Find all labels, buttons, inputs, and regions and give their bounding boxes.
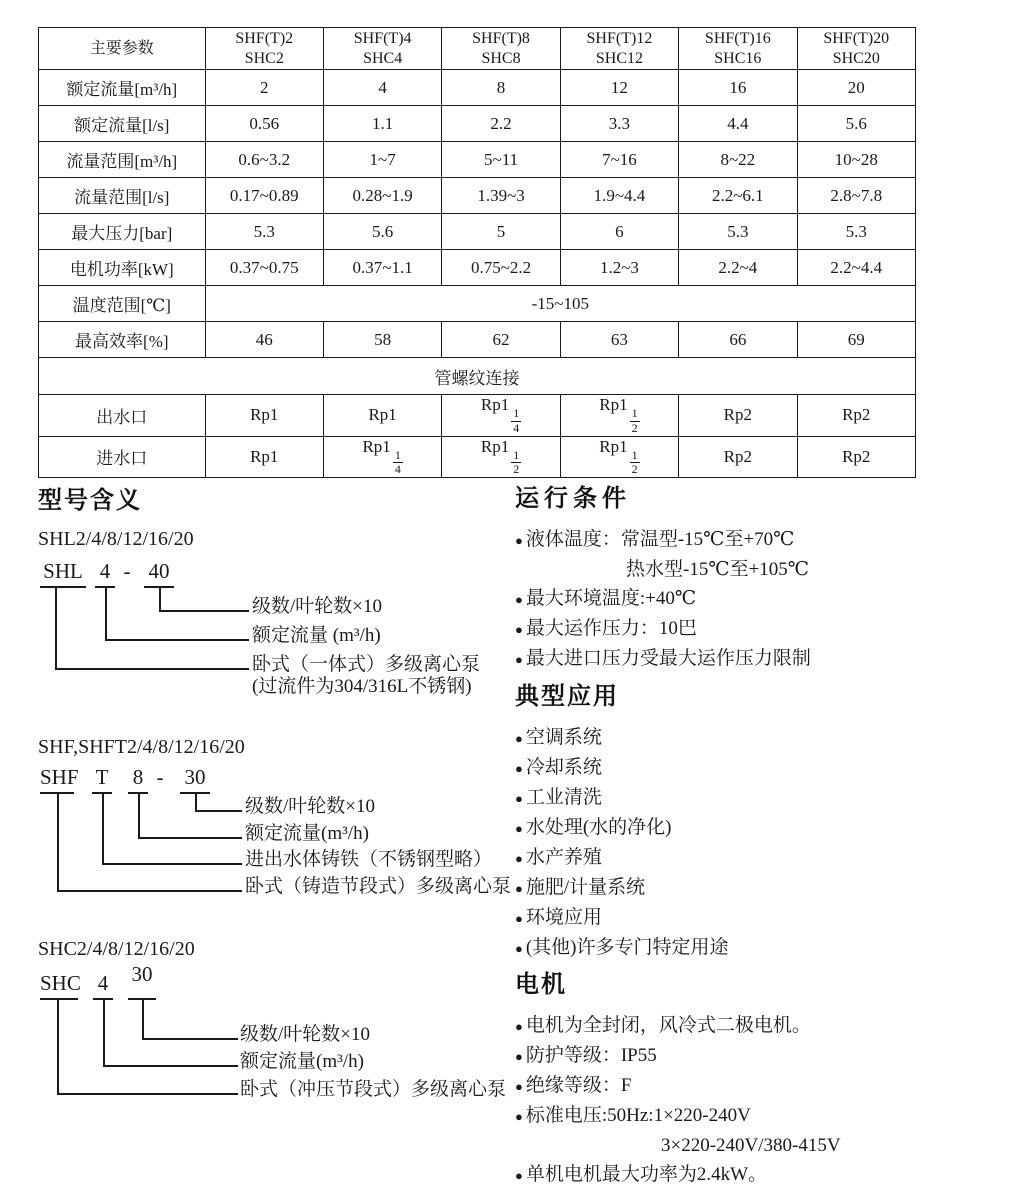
motor-spec-item	[515, 1011, 1007, 1041]
table-cell: 10~28	[797, 142, 915, 178]
typical-application-item	[515, 783, 1007, 813]
operating-condition-item	[515, 555, 1007, 584]
shl-callout-type-line2: (过流件为304/316L不锈钢)	[252, 676, 472, 697]
table-row	[39, 142, 916, 178]
bullet-icon: ●	[515, 851, 523, 866]
table-row	[39, 322, 916, 358]
port-fraction	[630, 449, 640, 478]
fraction-numerator: 1	[631, 447, 638, 462]
port-fraction	[511, 449, 521, 478]
table-cell: 2.2	[442, 106, 560, 142]
table-cell: 0.56	[205, 106, 323, 142]
motor-section	[515, 964, 1007, 1190]
row-label-cell: 额定流量[l/s]	[39, 106, 206, 142]
row-label-cell: 电机功率[kW]	[39, 250, 206, 286]
shc-callout-stages: 级数/叶轮数×10	[240, 1024, 370, 1045]
bullet-icon: ●	[515, 731, 523, 746]
shc-token-prefix: SHC	[40, 970, 78, 1000]
shc-model-diagram	[38, 938, 507, 1123]
model-name-shf: SHF(T)8	[472, 30, 530, 48]
item-text: 最大进口压力受最大运作压力限制	[525, 648, 811, 669]
item-text: 最大运作压力：10巴	[525, 618, 697, 639]
port-size-cell: Rp2	[797, 395, 915, 437]
item-text: 单机电机最大功率为2.4kW。	[525, 1164, 768, 1185]
table-cell: 8~22	[679, 142, 797, 178]
table-cell: 1.39~3	[442, 178, 560, 214]
merged-value-cell: -15~105	[205, 286, 915, 322]
table-cell: 0.17~0.89	[205, 178, 323, 214]
item-text: 环境应用	[525, 907, 602, 928]
model-name-shc: SHC2	[244, 49, 284, 67]
shl-model-diagram	[38, 528, 503, 728]
item-text: 水产养殖	[525, 847, 602, 868]
bullet-icon: ●	[515, 1019, 523, 1034]
table-row	[39, 178, 916, 214]
shl-token-flow: 4	[95, 558, 115, 588]
typical-application-item	[515, 903, 1007, 933]
bullet-icon: ●	[515, 1049, 523, 1064]
shf-callout-flow: 额定流量(m³/h)	[245, 823, 369, 844]
callout-line	[57, 792, 242, 892]
operating-conditions-heading: 运行条件	[515, 485, 631, 512]
table-cell: 62	[442, 322, 560, 358]
right-column	[515, 478, 1007, 1183]
item-text: (其他)许多专门特定用途	[525, 937, 729, 958]
table-cell: 63	[560, 322, 678, 358]
table-cell: 1.1	[323, 106, 441, 142]
table-cell: 0.6~3.2	[205, 142, 323, 178]
port-base: Rp1	[362, 436, 391, 456]
port-size-cell	[560, 395, 678, 437]
table-cell: 4	[323, 70, 441, 106]
model-header-cell	[679, 28, 797, 70]
shl-series-label: SHL2/4/8/12/16/20	[38, 528, 194, 550]
item-text: 标准电压:50Hz:1×220-240V	[525, 1105, 751, 1126]
item-text: 电机为全封闭，风冷式二极电机。	[525, 1015, 811, 1036]
row-label-cell: 流量范围[l/s]	[39, 178, 206, 214]
operating-condition-item	[515, 614, 1007, 644]
port-size-cell: Rp1	[323, 395, 441, 437]
shf-token-flow: 8	[128, 764, 148, 794]
shf-token-prefix: SHF	[40, 764, 74, 794]
fraction-denominator: 2	[631, 462, 638, 477]
model-name-shc: SHC12	[595, 49, 643, 67]
bullet-icon: ●	[515, 791, 523, 806]
fraction-numerator: 1	[631, 406, 638, 420]
shl-callout-stages: 级数/叶轮数×10	[252, 596, 382, 617]
table-cell: 5.6	[323, 214, 441, 250]
item-text: 工业清洗	[525, 787, 602, 808]
shf-callout-type: 卧式（铸造节段式）多级离心泵	[245, 876, 512, 897]
table-cell: 3.3	[560, 106, 678, 142]
table-cell: 5.6	[797, 106, 915, 142]
bullet-icon: ●	[515, 941, 523, 956]
model-name-shf: SHF(T)20	[823, 30, 890, 48]
table-cell: 2.2~6.1	[679, 178, 797, 214]
table-row	[39, 286, 916, 322]
callout-line	[57, 998, 238, 1095]
port-size-cell	[560, 436, 678, 478]
typical-application-item	[515, 933, 1007, 963]
shl-token-dash: -	[123, 559, 131, 583]
shf-token-stages: 30	[180, 764, 210, 794]
fraction-numerator: 1	[394, 447, 401, 462]
port-size-cell	[442, 395, 560, 437]
port-base: Rp1	[480, 436, 510, 456]
table-cell: 16	[679, 70, 797, 106]
shc-series-label: SHC2/4/8/12/16/20	[38, 938, 195, 960]
operating-condition-item	[515, 525, 1007, 555]
bullet-icon: ●	[515, 622, 523, 637]
bullet-icon: ●	[515, 761, 523, 776]
table-row	[39, 106, 916, 142]
shf-token-dash: -	[156, 765, 164, 789]
bullet-icon: ●	[515, 821, 523, 836]
table-cell: 20	[797, 70, 915, 106]
motor-list	[515, 1011, 1007, 1190]
port-size-cell: Rp2	[797, 436, 915, 478]
table-cell: 5.3	[205, 214, 323, 250]
row-label-cell: 额定流量[m³/h]	[39, 70, 206, 106]
typical-applications-section	[515, 676, 1007, 963]
port-row	[39, 395, 916, 437]
shf-callout-stages: 级数/叶轮数×10	[245, 796, 375, 817]
table-cell: 4.4	[679, 106, 797, 142]
shc-token-stages: 30	[128, 962, 156, 1000]
param-header-cell: 主要参数	[39, 28, 206, 70]
shl-token-prefix: SHL	[40, 558, 86, 588]
port-fraction	[630, 407, 640, 436]
item-text: 热水型-15℃至+105℃	[626, 559, 810, 580]
port-base: Rp1	[480, 395, 510, 414]
bullet-icon: ●	[515, 1079, 523, 1094]
model-name-shc: SHC8	[481, 49, 521, 67]
shf-callout-material: 进出水体铸铁（不锈钢型略）	[245, 849, 493, 870]
callout-line	[55, 586, 249, 670]
table-cell: 1.2~3	[560, 250, 678, 286]
fraction-numerator: 1	[513, 447, 520, 462]
port-fraction	[393, 449, 403, 478]
table-header-row	[39, 28, 916, 70]
table-cell: 2.2~4	[679, 250, 797, 286]
table-cell: 6	[560, 214, 678, 250]
port-size-cell: Rp2	[679, 436, 797, 478]
fraction-denominator: 2	[513, 462, 520, 477]
fraction-denominator: 2	[631, 420, 638, 435]
typical-application-item	[515, 753, 1007, 783]
port-size-cell: Rp1	[205, 436, 323, 478]
table-cell: 12	[560, 70, 678, 106]
shl-token-stages: 40	[144, 558, 174, 588]
fraction-denominator: 4	[394, 462, 401, 477]
port-fraction	[511, 407, 521, 436]
row-label-cell: 最高效率[%]	[39, 322, 206, 358]
table-cell: 69	[797, 322, 915, 358]
port-row	[39, 436, 916, 478]
operating-condition-item	[515, 584, 1007, 614]
shl-callout-type	[252, 654, 480, 698]
table-row	[39, 70, 916, 106]
bullet-icon: ●	[515, 592, 523, 607]
port-base: Rp1	[599, 395, 628, 414]
bullet-icon: ●	[515, 1109, 523, 1124]
motor-spec-item	[515, 1071, 1007, 1101]
item-text: 最大环境温度:+40℃	[525, 588, 697, 609]
port-base: Rp1	[599, 436, 628, 456]
table-row	[39, 214, 916, 250]
table-row	[39, 250, 916, 286]
shl-callout-type-line1: 卧式（一体式）多级离心泵	[252, 654, 481, 675]
model-header-cell	[323, 28, 441, 70]
table-cell: 8	[442, 70, 560, 106]
fraction-denominator: 4	[513, 420, 520, 435]
thread-section-cell: 管螺纹连接	[39, 358, 916, 395]
model-name-shf: SHF(T)4	[353, 30, 412, 48]
table-cell: 2.2~4.4	[797, 250, 915, 286]
shc-token-flow: 4	[93, 970, 113, 1000]
port-size-cell: Rp1	[205, 395, 323, 437]
model-header-cell	[205, 28, 323, 70]
typical-applications-list	[515, 723, 1007, 963]
table-cell: 58	[323, 322, 441, 358]
table-cell: 1~7	[323, 142, 441, 178]
model-name-shf: SHF(T)16	[704, 30, 771, 48]
operating-conditions-list	[515, 525, 1007, 674]
typical-applications-heading: 典型应用	[515, 683, 619, 710]
item-text: 施肥/计量系统	[525, 877, 646, 898]
typical-application-item	[515, 723, 1007, 753]
shf-series-label: SHF,SHFT2/4/8/12/16/20	[38, 736, 245, 758]
bullet-icon: ●	[515, 881, 523, 896]
bullet-icon: ●	[515, 911, 523, 926]
row-label-cell: 出水口	[39, 395, 206, 437]
shl-callout-flow: 额定流量 (m³/h)	[252, 625, 381, 646]
table-cell: 5~11	[442, 142, 560, 178]
model-name-shc: SHC16	[714, 49, 762, 67]
table-cell: 0.37~0.75	[205, 250, 323, 286]
operating-conditions-section	[515, 478, 1007, 674]
table-cell: 2	[205, 70, 323, 106]
typical-application-item	[515, 843, 1007, 873]
table-cell: 66	[679, 322, 797, 358]
table-cell: 2.8~7.8	[797, 178, 915, 214]
bullet-icon: ●	[515, 652, 523, 667]
table-cell: 1.9~4.4	[560, 178, 678, 214]
model-meaning-heading: 型号含义	[38, 487, 142, 514]
table-cell: 5	[442, 214, 560, 250]
bullet-icon: ●	[515, 1168, 523, 1183]
model-header-cell	[560, 28, 678, 70]
motor-spec-item	[515, 1041, 1007, 1071]
table-cell: 5.3	[679, 214, 797, 250]
row-label-cell: 进水口	[39, 436, 206, 478]
shf-token-material: T	[92, 764, 112, 794]
model-name-shf: SHF(T)2	[235, 30, 294, 48]
row-label-cell: 最大压力[bar]	[39, 214, 206, 250]
typical-application-item	[515, 813, 1007, 843]
item-text: 绝缘等级：F	[525, 1075, 632, 1096]
table-cell: 0.75~2.2	[442, 250, 560, 286]
item-text: 空调系统	[525, 727, 602, 748]
shc-callout-type: 卧式（冲压节段式）多级离心泵	[240, 1079, 507, 1100]
spec-table	[38, 27, 916, 478]
item-text: 冷却系统	[525, 757, 602, 778]
table-cell: 46	[205, 322, 323, 358]
thread-section-row	[39, 358, 916, 395]
port-size-cell	[442, 436, 560, 478]
model-name-shc: SHC20	[832, 49, 880, 67]
item-text: 3×220-240V/380-415V	[661, 1135, 841, 1156]
motor-heading: 电机	[515, 971, 567, 998]
table-cell: 5.3	[797, 214, 915, 250]
bullet-icon: ●	[515, 533, 523, 548]
model-meaning-section	[38, 480, 512, 1185]
item-text: 液体温度：常温型-15℃至+70℃	[525, 529, 795, 550]
row-label-cell: 流量范围[m³/h]	[39, 142, 206, 178]
item-text: 水处理(水的净化)	[525, 817, 672, 838]
model-header-cell	[797, 28, 915, 70]
shc-callout-flow: 额定流量(m³/h)	[240, 1051, 364, 1072]
model-header-cell	[442, 28, 560, 70]
motor-spec-item	[515, 1160, 1007, 1190]
table-cell: 0.37~1.1	[323, 250, 441, 286]
fraction-numerator: 1	[513, 406, 520, 420]
item-text: 防护等级：IP55	[525, 1045, 657, 1066]
shf-model-diagram	[38, 736, 512, 926]
motor-spec-item	[515, 1101, 1007, 1131]
port-size-cell: Rp2	[679, 395, 797, 437]
table-cell: 7~16	[560, 142, 678, 178]
typical-application-item	[515, 873, 1007, 903]
port-size-cell	[323, 436, 441, 478]
table-cell: 0.28~1.9	[323, 178, 441, 214]
model-name-shc: SHC4	[363, 49, 403, 67]
row-label-cell: 温度范围[℃]	[39, 286, 206, 322]
operating-condition-item	[515, 644, 1007, 674]
model-name-shf: SHF(T)12	[586, 30, 653, 48]
motor-spec-item	[515, 1131, 1007, 1160]
